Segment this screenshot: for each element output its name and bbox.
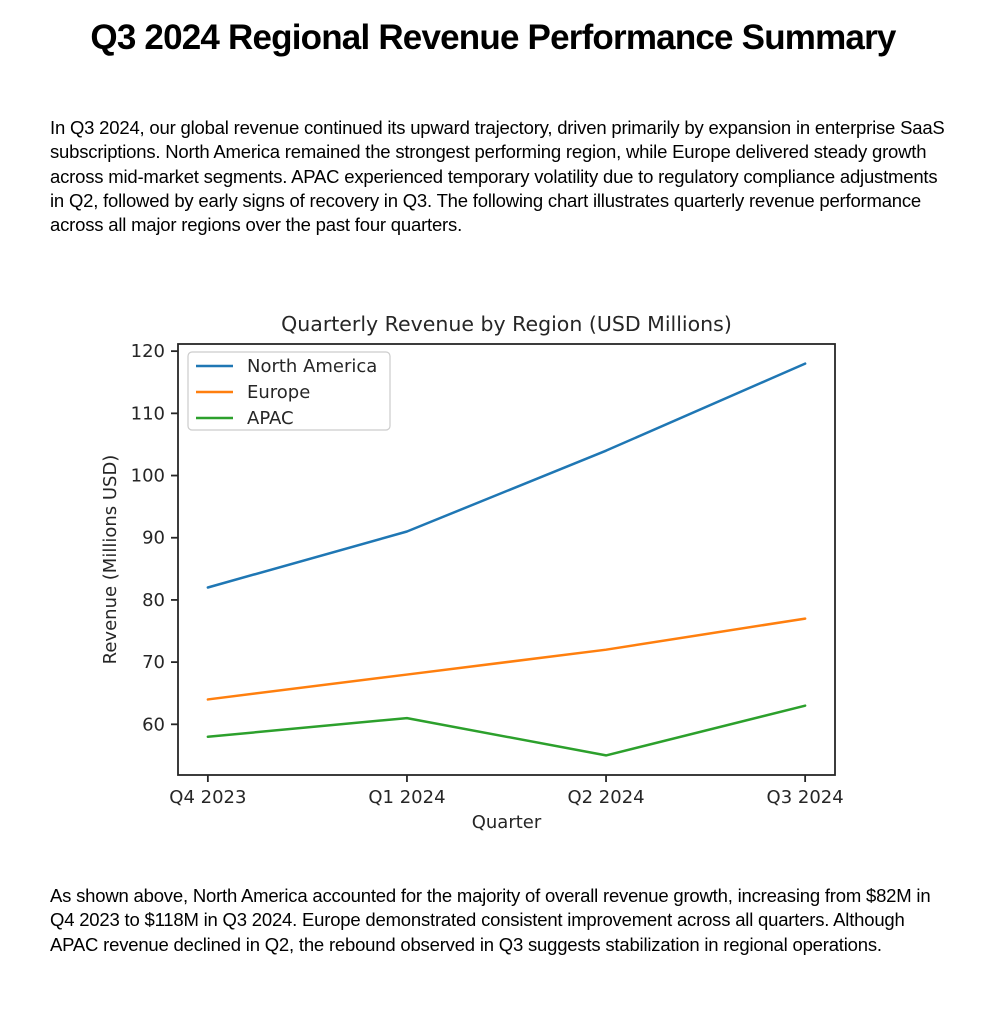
x-axis-tick-label: Q1 2024 bbox=[368, 787, 446, 808]
revenue-line-chart bbox=[0, 300, 986, 850]
series-line-apac bbox=[208, 706, 805, 756]
y-axis-tick-label: 80 bbox=[142, 589, 165, 611]
y-axis-tick-label: 120 bbox=[130, 341, 165, 363]
series-line-europe bbox=[208, 619, 805, 700]
legend-label-apac: APAC bbox=[247, 408, 294, 429]
x-axis-tick-label: Q4 2023 bbox=[169, 787, 247, 808]
y-axis-tick-label: 100 bbox=[130, 465, 165, 487]
legend-label-europe: Europe bbox=[247, 382, 311, 403]
chart-title: Quarterly Revenue by Region (USD Millions) bbox=[281, 312, 732, 336]
closing-paragraph: As shown above, North America accounted for the majority of overall revenue growth, increasing from $82M in Q4 2023 to $118M in Q3 2024. Europe demonstrated consistent improvement across all quarters. Although APAC revenue declined in Q2, the rebound observed in Q3 suggests stabilization in regional operations. bbox=[50, 885, 931, 955]
y-axis-tick-label: 70 bbox=[142, 652, 165, 674]
page-title: Q3 2024 Regional Revenue Performance Summary bbox=[90, 18, 896, 57]
x-axis-tick-label: Q2 2024 bbox=[567, 787, 645, 808]
y-axis-label: Revenue (Millions USD) bbox=[100, 454, 121, 665]
x-axis-tick-label: Q3 2024 bbox=[766, 787, 844, 808]
y-axis-tick-label: 110 bbox=[130, 403, 165, 425]
legend-label-north-america: North America bbox=[247, 356, 378, 377]
chart-canvas bbox=[0, 300, 986, 850]
y-axis-tick-label: 90 bbox=[142, 527, 165, 549]
x-axis-label: Quarter bbox=[471, 812, 542, 833]
y-axis-tick-label: 60 bbox=[142, 714, 165, 736]
intro-paragraph: In Q3 2024, our global revenue continued its upward trajectory, driven primarily by expansion in enterprise SaaS subscriptions. North America remained the strongest performing region, while Europe delivered steady growth across mid-market segments. APAC experienced temporary volatility due to regulatory compliance adjustments in Q2, followed by early signs of recovery in Q3. The following chart illustrates quarterly revenue performance across all major regions over the past four quarters. bbox=[50, 117, 945, 236]
